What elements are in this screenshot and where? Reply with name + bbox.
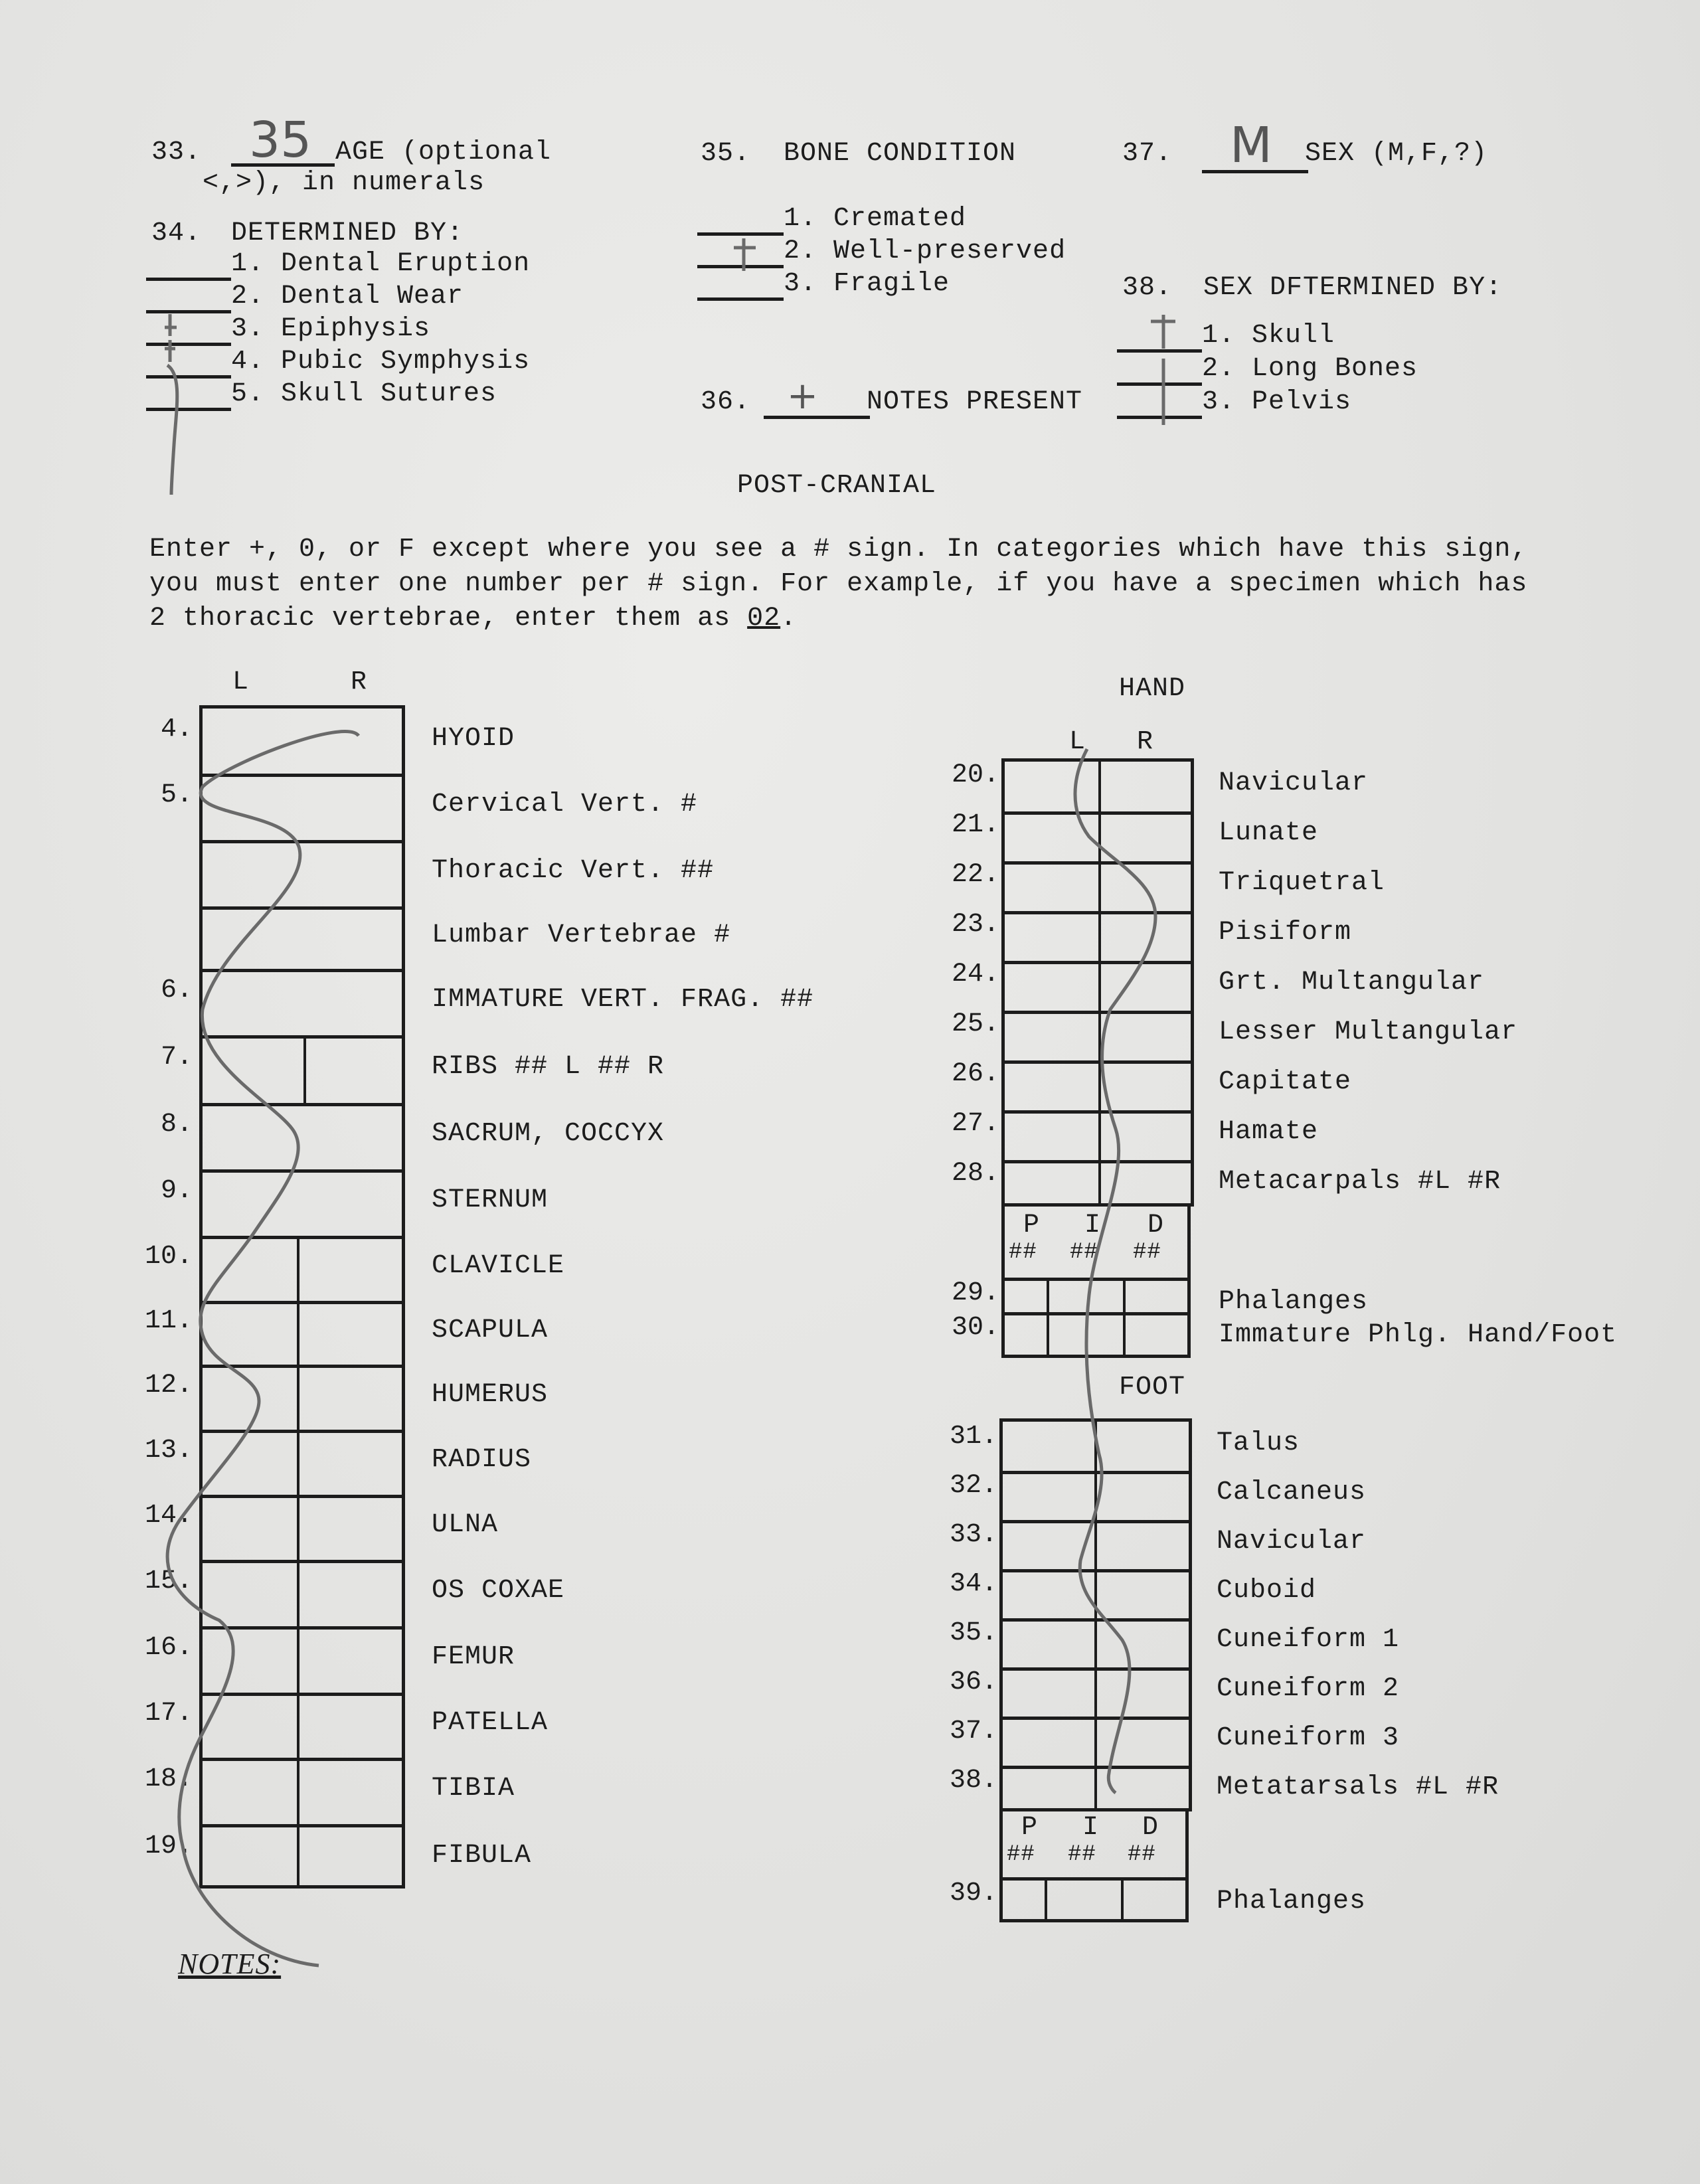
hand-heading: HAND bbox=[1119, 674, 1186, 704]
checklist-blank[interactable] bbox=[1117, 382, 1202, 386]
phalanx-cell[interactable] bbox=[1005, 1315, 1047, 1347]
bone-cell-right[interactable] bbox=[299, 1824, 402, 1892]
hand-grid bbox=[1001, 758, 1194, 1207]
foot-phalanx-block bbox=[999, 1808, 1189, 1922]
row-number: 10. bbox=[144, 1242, 193, 1272]
hand-cell-right[interactable] bbox=[1102, 861, 1191, 911]
row-number: 38. bbox=[949, 1766, 997, 1796]
hand-cell-right[interactable] bbox=[1102, 762, 1191, 811]
foot-cell-left[interactable] bbox=[1003, 1569, 1092, 1618]
phalanx-count-sign: ## bbox=[1128, 1842, 1156, 1867]
foot-cell-left[interactable] bbox=[1003, 1717, 1092, 1766]
checklist-blank[interactable] bbox=[146, 278, 231, 281]
left-table-col-l: L bbox=[232, 667, 250, 697]
determined-by-strike-line bbox=[165, 314, 177, 495]
hand-cell-left[interactable] bbox=[1005, 811, 1096, 861]
age-value: 35 bbox=[249, 112, 312, 169]
row-number: 9. bbox=[160, 1176, 193, 1206]
bone-label: Navicular bbox=[1217, 1527, 1367, 1556]
checklist-blank[interactable] bbox=[697, 232, 784, 236]
checklist-label: 5. Skull Sutures bbox=[231, 379, 497, 409]
bone-label: PATELLA bbox=[432, 1708, 549, 1738]
row-number: 33. bbox=[949, 1520, 997, 1550]
hand-cell-right[interactable] bbox=[1102, 1011, 1191, 1060]
foot-cell-left[interactable] bbox=[1003, 1471, 1092, 1520]
bone-label: STERNUM bbox=[432, 1185, 549, 1215]
foot-cell-right[interactable] bbox=[1098, 1618, 1189, 1667]
foot-grid bbox=[999, 1418, 1192, 1811]
foot-heading: FOOT bbox=[1119, 1373, 1186, 1402]
row-number: 16. bbox=[144, 1633, 193, 1663]
checklist-blank[interactable] bbox=[697, 297, 784, 301]
row-number: 13. bbox=[144, 1436, 193, 1466]
notes-present-value: + bbox=[787, 375, 818, 418]
bone-label: FIBULA bbox=[432, 1841, 532, 1871]
age-label-line1: AGE (optional bbox=[335, 137, 552, 167]
row-number: 14. bbox=[144, 1501, 193, 1531]
checklist-blank[interactable] bbox=[1117, 349, 1202, 353]
notes-label: NOTES: bbox=[178, 1948, 282, 1980]
bone-cell-right[interactable] bbox=[299, 1693, 402, 1758]
post-cranial-heading: POST-CRANIAL bbox=[737, 471, 937, 501]
bone-label: Lesser Multangular bbox=[1219, 1017, 1518, 1047]
bone-label: Lunate bbox=[1219, 818, 1319, 848]
row-number: 18. bbox=[144, 1764, 193, 1794]
bone-cell-right[interactable] bbox=[299, 1626, 402, 1693]
row-number: 12. bbox=[144, 1371, 193, 1400]
hand-cell-left[interactable] bbox=[1005, 1060, 1096, 1110]
instructions-line-3-end: . bbox=[780, 604, 798, 633]
bone-cell-left[interactable] bbox=[203, 774, 402, 840]
row-number: 37. bbox=[949, 1717, 997, 1746]
checklist-blank[interactable] bbox=[146, 343, 231, 346]
bone-label: Cuneiform 3 bbox=[1217, 1723, 1400, 1753]
bone-cell-left[interactable] bbox=[203, 1824, 301, 1892]
bone-label: Navicular bbox=[1219, 768, 1369, 798]
bone-cell-left[interactable] bbox=[203, 840, 402, 906]
row-number: 4. bbox=[160, 714, 193, 744]
sex-label: SEX (M,F,?) bbox=[1305, 139, 1488, 169]
item-37-number: 37. bbox=[1122, 139, 1173, 169]
phalanx-count-sign: ## bbox=[1009, 1240, 1037, 1265]
bone-label: Cuboid bbox=[1217, 1576, 1317, 1606]
hand-lr-divider bbox=[1098, 762, 1101, 1203]
checklist-label: 2. Dental Wear bbox=[231, 282, 464, 311]
row-number: 28. bbox=[951, 1159, 999, 1189]
hand-phalanx-block bbox=[1001, 1203, 1191, 1358]
age-determined-by-title: DETERMINED BY: bbox=[231, 218, 464, 248]
foot-cell-left[interactable] bbox=[1003, 1422, 1092, 1471]
hand-cell-left[interactable] bbox=[1005, 1011, 1096, 1060]
phalanx-header: D bbox=[1142, 1813, 1159, 1843]
item-34-number: 34. bbox=[151, 218, 202, 248]
row-number: 22. bbox=[951, 860, 999, 890]
bone-label: Cuneiform 2 bbox=[1217, 1674, 1400, 1704]
bone-label: HUMERUS bbox=[432, 1380, 549, 1410]
row-number: 35. bbox=[949, 1618, 997, 1648]
bone-label: Metacarpals #L #R bbox=[1219, 1167, 1501, 1197]
checklist-label: 1. Cremated bbox=[784, 204, 967, 234]
hand-col-r: R bbox=[1137, 727, 1154, 757]
sex-determined-by-title: SEX DFTERMINED BY: bbox=[1203, 273, 1503, 303]
phalanx-count-sign: ## bbox=[1070, 1240, 1098, 1265]
hand-cell-right[interactable] bbox=[1102, 1060, 1191, 1110]
bone-label: Capitate bbox=[1219, 1067, 1352, 1097]
bone-label: IMMATURE VERT. FRAG. ## bbox=[432, 985, 814, 1015]
bone-label: OS COXAE bbox=[432, 1576, 565, 1606]
left-bone-grid bbox=[199, 705, 405, 1889]
bone-cell-left[interactable] bbox=[203, 969, 402, 1035]
item-38-number: 38. bbox=[1122, 273, 1173, 303]
hand-col-l: L bbox=[1069, 727, 1086, 757]
phalanx-header: P bbox=[1023, 1211, 1041, 1240]
hand-cell-left[interactable] bbox=[1005, 762, 1096, 811]
bone-cell-right[interactable] bbox=[299, 1365, 402, 1430]
bone-label: Pisiform bbox=[1219, 918, 1352, 948]
phalanx-header: I bbox=[1082, 1813, 1100, 1843]
bone-cell-right[interactable] bbox=[299, 1495, 402, 1560]
checklist-label: 1. Dental Eruption bbox=[231, 249, 531, 279]
bone-cell-left[interactable] bbox=[203, 1301, 301, 1365]
phalanx-cell[interactable] bbox=[1126, 1315, 1189, 1347]
foot-cell-left[interactable] bbox=[1003, 1520, 1092, 1569]
item-33-number: 33. bbox=[151, 137, 202, 167]
bone-label: RADIUS bbox=[432, 1445, 532, 1475]
notes-present-label: NOTES PRESENT bbox=[867, 387, 1083, 417]
checklist-blank[interactable] bbox=[146, 408, 231, 411]
instructions-example: 02 bbox=[747, 604, 781, 633]
bone-cell-left[interactable] bbox=[203, 1169, 301, 1236]
sex-determined-strike-line bbox=[1151, 315, 1175, 425]
checklist-blank[interactable] bbox=[1117, 416, 1202, 419]
foot-cell-right[interactable] bbox=[1098, 1471, 1189, 1520]
checklist-label: 2. Well-preserved bbox=[784, 236, 1066, 266]
row-number: 26. bbox=[951, 1059, 999, 1089]
bone-label: CLAVICLE bbox=[432, 1251, 565, 1281]
bone-cell-left[interactable] bbox=[203, 1495, 301, 1560]
row-number: 20. bbox=[951, 760, 999, 790]
item-36-number: 36. bbox=[701, 387, 751, 417]
phalanx-count-sign: ## bbox=[1007, 1842, 1035, 1867]
row-number: 5. bbox=[160, 780, 193, 810]
bone-cell-left[interactable] bbox=[203, 709, 402, 774]
foot-cell-right[interactable] bbox=[1098, 1520, 1189, 1569]
row-number: 25. bbox=[951, 1009, 999, 1039]
bone-cell-left[interactable] bbox=[203, 1560, 301, 1626]
bone-label: ULNA bbox=[432, 1510, 499, 1540]
foot-cell-right[interactable] bbox=[1098, 1569, 1189, 1618]
row-number: 36. bbox=[949, 1667, 997, 1697]
bone-cell-right[interactable] bbox=[299, 1430, 402, 1495]
bone-cell-left[interactable] bbox=[203, 1365, 301, 1430]
hand-cell-right[interactable] bbox=[1102, 911, 1191, 961]
bone-cell-left[interactable] bbox=[203, 1236, 301, 1301]
row-number: 34. bbox=[949, 1569, 997, 1599]
checklist-label: 4. Pubic Symphysis bbox=[231, 347, 531, 377]
row-number: 8. bbox=[160, 1110, 193, 1139]
foot-cell-right[interactable] bbox=[1098, 1667, 1189, 1717]
phalanx-cell[interactable] bbox=[1049, 1315, 1123, 1347]
bone-cell-right[interactable] bbox=[299, 1103, 402, 1169]
bone-label: HYOID bbox=[432, 724, 515, 754]
bone-label: Grt. Multangular bbox=[1219, 967, 1485, 997]
instructions-line-1: Enter +, 0, or F except where you see a # sign. In categories which have this sign, bbox=[149, 535, 1528, 564]
bone-label: Phalanges bbox=[1217, 1887, 1367, 1916]
row-number: 11. bbox=[144, 1306, 193, 1336]
bone-cell-right[interactable] bbox=[306, 1035, 402, 1103]
foot-cell-right[interactable] bbox=[1098, 1422, 1189, 1471]
bone-label: Hamate bbox=[1219, 1117, 1319, 1147]
phalanx-cell[interactable] bbox=[1049, 1281, 1123, 1312]
bone-label: SACRUM, COCCYX bbox=[432, 1119, 665, 1149]
hand-cell-left[interactable] bbox=[1005, 861, 1096, 911]
checklist-blank[interactable] bbox=[697, 265, 784, 268]
row-number: 7. bbox=[160, 1043, 193, 1072]
row-number: 24. bbox=[951, 960, 999, 989]
bone-cell-left[interactable] bbox=[203, 1035, 301, 1103]
checklist-label: 3. Pelvis bbox=[1202, 387, 1352, 417]
bone-label: Phalanges bbox=[1219, 1287, 1369, 1317]
bone-cell-right[interactable] bbox=[299, 1301, 402, 1365]
checklist-label: 1. Skull bbox=[1202, 321, 1335, 351]
phalanx-count-sign: ## bbox=[1133, 1240, 1161, 1265]
foot-cell-right[interactable] bbox=[1098, 1717, 1189, 1766]
hand-cell-right[interactable] bbox=[1102, 1110, 1191, 1160]
bone-cell-left[interactable] bbox=[203, 1103, 301, 1169]
hand-cell-left[interactable] bbox=[1005, 961, 1096, 1011]
bone-cell-right[interactable] bbox=[299, 1560, 402, 1626]
bone-label: TIBIA bbox=[432, 1774, 515, 1804]
foot-lr-divider bbox=[1094, 1422, 1097, 1808]
hand-cell-left[interactable] bbox=[1005, 1110, 1096, 1160]
phalanx-cell[interactable] bbox=[1124, 1881, 1187, 1915]
bone-label: Talus bbox=[1217, 1428, 1300, 1458]
foot-cell-left[interactable] bbox=[1003, 1667, 1092, 1717]
checklist-label: 3. Fragile bbox=[784, 269, 950, 299]
bone-cell-left[interactable] bbox=[203, 1758, 301, 1824]
row-number: 17. bbox=[144, 1699, 193, 1728]
bone-label: Thoracic Vert. ## bbox=[432, 856, 715, 886]
left-table-col-r: R bbox=[351, 667, 368, 697]
checklist-label: 2. Long Bones bbox=[1202, 354, 1418, 384]
phalanx-cell[interactable] bbox=[1005, 1281, 1047, 1312]
row-number: 23. bbox=[951, 910, 999, 940]
phalanx-count-sign: ## bbox=[1068, 1842, 1096, 1867]
hand-cell-left[interactable] bbox=[1005, 1160, 1096, 1210]
checklist-blank[interactable] bbox=[146, 310, 231, 313]
foot-cell-left[interactable] bbox=[1003, 1766, 1092, 1815]
row-number: 30. bbox=[951, 1313, 999, 1343]
instructions-line-3-text: 2 thoracic vertebrae, enter them as bbox=[149, 604, 748, 633]
bone-cell-right[interactable] bbox=[299, 1169, 402, 1236]
foot-cell-left[interactable] bbox=[1003, 1618, 1092, 1667]
row-number: 19. bbox=[144, 1831, 193, 1861]
hand-cell-right[interactable] bbox=[1102, 1160, 1191, 1210]
bone-condition-title: BONE CONDITION bbox=[784, 139, 1017, 169]
bone-cell-right[interactable] bbox=[299, 1236, 402, 1301]
row-number: 27. bbox=[951, 1109, 999, 1139]
row-number: 32. bbox=[949, 1471, 997, 1501]
phalanx-cell[interactable] bbox=[1003, 1881, 1045, 1915]
row-number: 31. bbox=[949, 1422, 997, 1452]
bone-label: Lumbar Vertebrae # bbox=[432, 920, 731, 950]
row-number: 21. bbox=[951, 810, 999, 840]
phalanx-header: P bbox=[1021, 1813, 1039, 1843]
item-35-number: 35. bbox=[701, 139, 751, 169]
bone-cell-right[interactable] bbox=[299, 1758, 402, 1824]
row-number: 15. bbox=[144, 1566, 193, 1596]
row-number: 29. bbox=[951, 1278, 999, 1308]
bone-label: Cuneiform 1 bbox=[1217, 1625, 1400, 1655]
row-number: 39. bbox=[949, 1879, 997, 1908]
foot-cell-right[interactable] bbox=[1098, 1766, 1189, 1815]
bone-label: Triquetral bbox=[1219, 868, 1385, 898]
hand-cell-right[interactable] bbox=[1102, 961, 1191, 1011]
bone-label: SCAPULA bbox=[432, 1315, 549, 1345]
bone-label: Immature Phlg. Hand/Foot bbox=[1219, 1320, 1618, 1350]
bone-cell-left[interactable] bbox=[203, 1430, 301, 1495]
phalanx-header: D bbox=[1148, 1211, 1165, 1240]
bone-cell-left[interactable] bbox=[203, 1693, 301, 1758]
instructions-line-3 bbox=[149, 603, 797, 635]
sex-value: M bbox=[1230, 117, 1272, 174]
hand-cell-left[interactable] bbox=[1005, 911, 1096, 961]
bone-label: Cervical Vert. # bbox=[432, 790, 698, 819]
bone-cell-left[interactable] bbox=[203, 1626, 301, 1693]
checklist-blank[interactable] bbox=[146, 375, 231, 378]
instructions-line-2: you must enter one number per # sign. For example, if you have a specimen which has bbox=[149, 569, 1528, 599]
bone-label: Calcaneus bbox=[1217, 1477, 1367, 1507]
phalanx-cell[interactable] bbox=[1047, 1881, 1121, 1915]
hand-cell-right[interactable] bbox=[1102, 811, 1191, 861]
bone-cell-left[interactable] bbox=[203, 906, 402, 969]
age-label-line2: <,>), in numerals bbox=[203, 168, 485, 198]
phalanx-header: I bbox=[1084, 1211, 1102, 1240]
checklist-label: 3. Epiphysis bbox=[231, 314, 431, 344]
row-number: 6. bbox=[160, 975, 193, 1005]
lr-divider bbox=[297, 1236, 299, 1885]
bone-label: Metatarsals #L #R bbox=[1217, 1772, 1499, 1802]
bone-label: FEMUR bbox=[432, 1642, 515, 1672]
phalanx-cell[interactable] bbox=[1126, 1281, 1189, 1312]
bone-label: RIBS ## L ## R bbox=[432, 1052, 665, 1082]
